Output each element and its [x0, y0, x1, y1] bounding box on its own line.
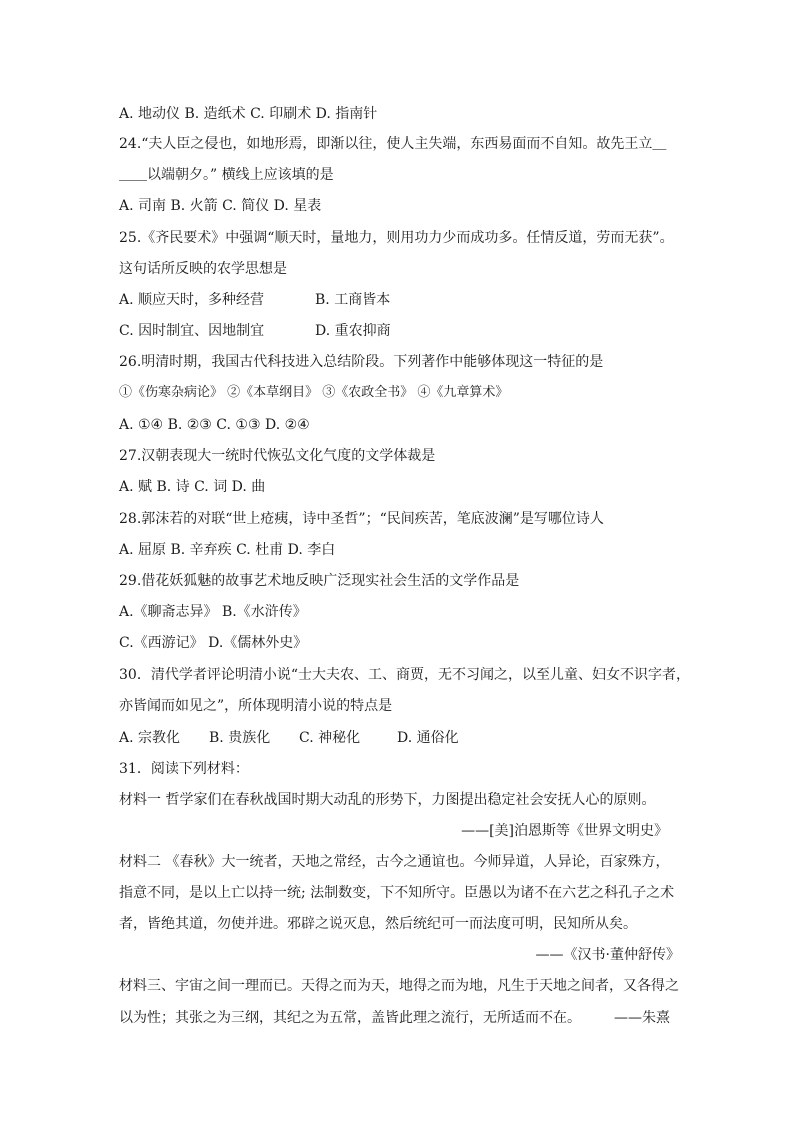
q28-stem: 28.郭沫若的对联“世上疮痍，诗中圣哲”；“民间疾苦，笔底波澜”是写哪位诗人 [119, 511, 604, 527]
q28-options: A. 屈原 B. 辛弃疾 C. 杜甫 D. 李白 [119, 542, 336, 558]
q31-material3-source: ——朱熹 [614, 1010, 670, 1026]
q30-stem-line2: 亦皆闻而如见之”，所体现明清小说的特点是 [119, 698, 393, 714]
q31-material2-line3: 者，皆绝其道，勿使并进。邪辟之说灭息，然后统纪可一而法度可明，民知所从矣。 [119, 916, 637, 932]
q25-stem-line2: 这句话所反映的农学思想是 [119, 261, 287, 277]
q30-option-a: A. 宗教化 [119, 730, 181, 746]
q23-options: A. 地动仪 B. 造纸术 C. 印刷术 D. 指南针 [119, 106, 378, 122]
q31-stem: 31．阅读下列材料： [119, 761, 249, 777]
q29-options-line1: A.《聊斋志异》 B.《水浒传》 [119, 604, 307, 620]
q26-items: ①《伤寒杂病论》 ②《本草纲目》 ③《农政全书》 ④《九章算术》 [119, 385, 509, 400]
q27-stem: 27.汉朝表现大一统时代恢弘文化气度的文学体裁是 [119, 448, 436, 464]
q25-option-b: B. 工商皆本 [315, 292, 391, 308]
q25-options-row1 [119, 291, 390, 309]
q24-options: A. 司南 B. 火箭 C. 简仪 D. 星表 [119, 198, 322, 214]
q31-material2-line2: 指意不同，是以上亡以持一统; 法制数变，下不知所守。臣愚以为诸不在六艺之科孔子之术 [119, 885, 675, 901]
q29-stem: 29.借花妖狐魅的故事艺术地反映广泛现实社会生活的文学作品是 [119, 573, 520, 589]
q31-material3-line2: 以为性；其张之为三纲，其纪之为五常，盖皆此理之流行，无所适而不在。 [119, 1010, 581, 1026]
q31-material3-line1: 材料三、宇宙之间一理而已。天得之而为天，地得之而为地，凡生于天地之间者，又各得之 [119, 978, 679, 994]
q25-options-row2 [119, 322, 391, 340]
q31-material2-source: ——《汉书·董仲舒传》 [535, 947, 680, 963]
q26-stem: 26.明清时期，我国古代科技进入总结阶段。下列著作中能够体现这一特征的是 [119, 354, 604, 370]
q29-options-line2: C.《西游记》 D.《儒林外史》 [119, 635, 308, 651]
q25-option-d: D. 重农抑商 [315, 323, 391, 339]
q24-stem-line1: 24.“夫人臣之侵也，如地形焉，即渐以往，使人主失端，东西易面而不自知。故先王立＿ [119, 136, 667, 152]
q26-options: A. ①④ B. ②③ C. ①③ D. ②④ [119, 417, 310, 433]
q27-options: A. 赋 B. 诗 C. 词 D. 曲 [119, 479, 266, 495]
q30-option-c: C. 神秘化 [299, 730, 361, 746]
q31-material1-text: 材料一 哲学家们在春秋战国时期大动乱的形势下，力图提出稳定社会安抚人心的原则。 [119, 792, 656, 808]
q31-material1-source: ——[美]泊恩斯等《世界文明史》 [461, 823, 668, 839]
q30-option-b: B. 贵族化 [209, 730, 271, 746]
q24-stem-line2: ＿＿以端朝夕。” 横线上应该填的是 [119, 167, 334, 183]
q25-option-c: C. 因时制宜、因地制宜 [119, 323, 265, 339]
q30-stem-line1: 30．清代学者评论明清小说“士大夫农、工、商贾，无不习闻之，以至儿童、妇女不识字者， [119, 667, 690, 683]
q31-material2-line1: 材料二 《春秋》大一统者，天地之常经，古今之通谊也。今师异道，人异论，百家殊方， [119, 854, 670, 870]
q30-option-d: D. 通俗化 [397, 730, 459, 746]
q25-option-a: A. 顺应天时，多种经营 [119, 292, 265, 308]
q30-options [119, 729, 459, 747]
q25-stem-line1: 25.《齐民要术》中强调“顺天时，量地力，则用功力少而成功多。任情反道，劳而无获”。 [119, 230, 674, 246]
